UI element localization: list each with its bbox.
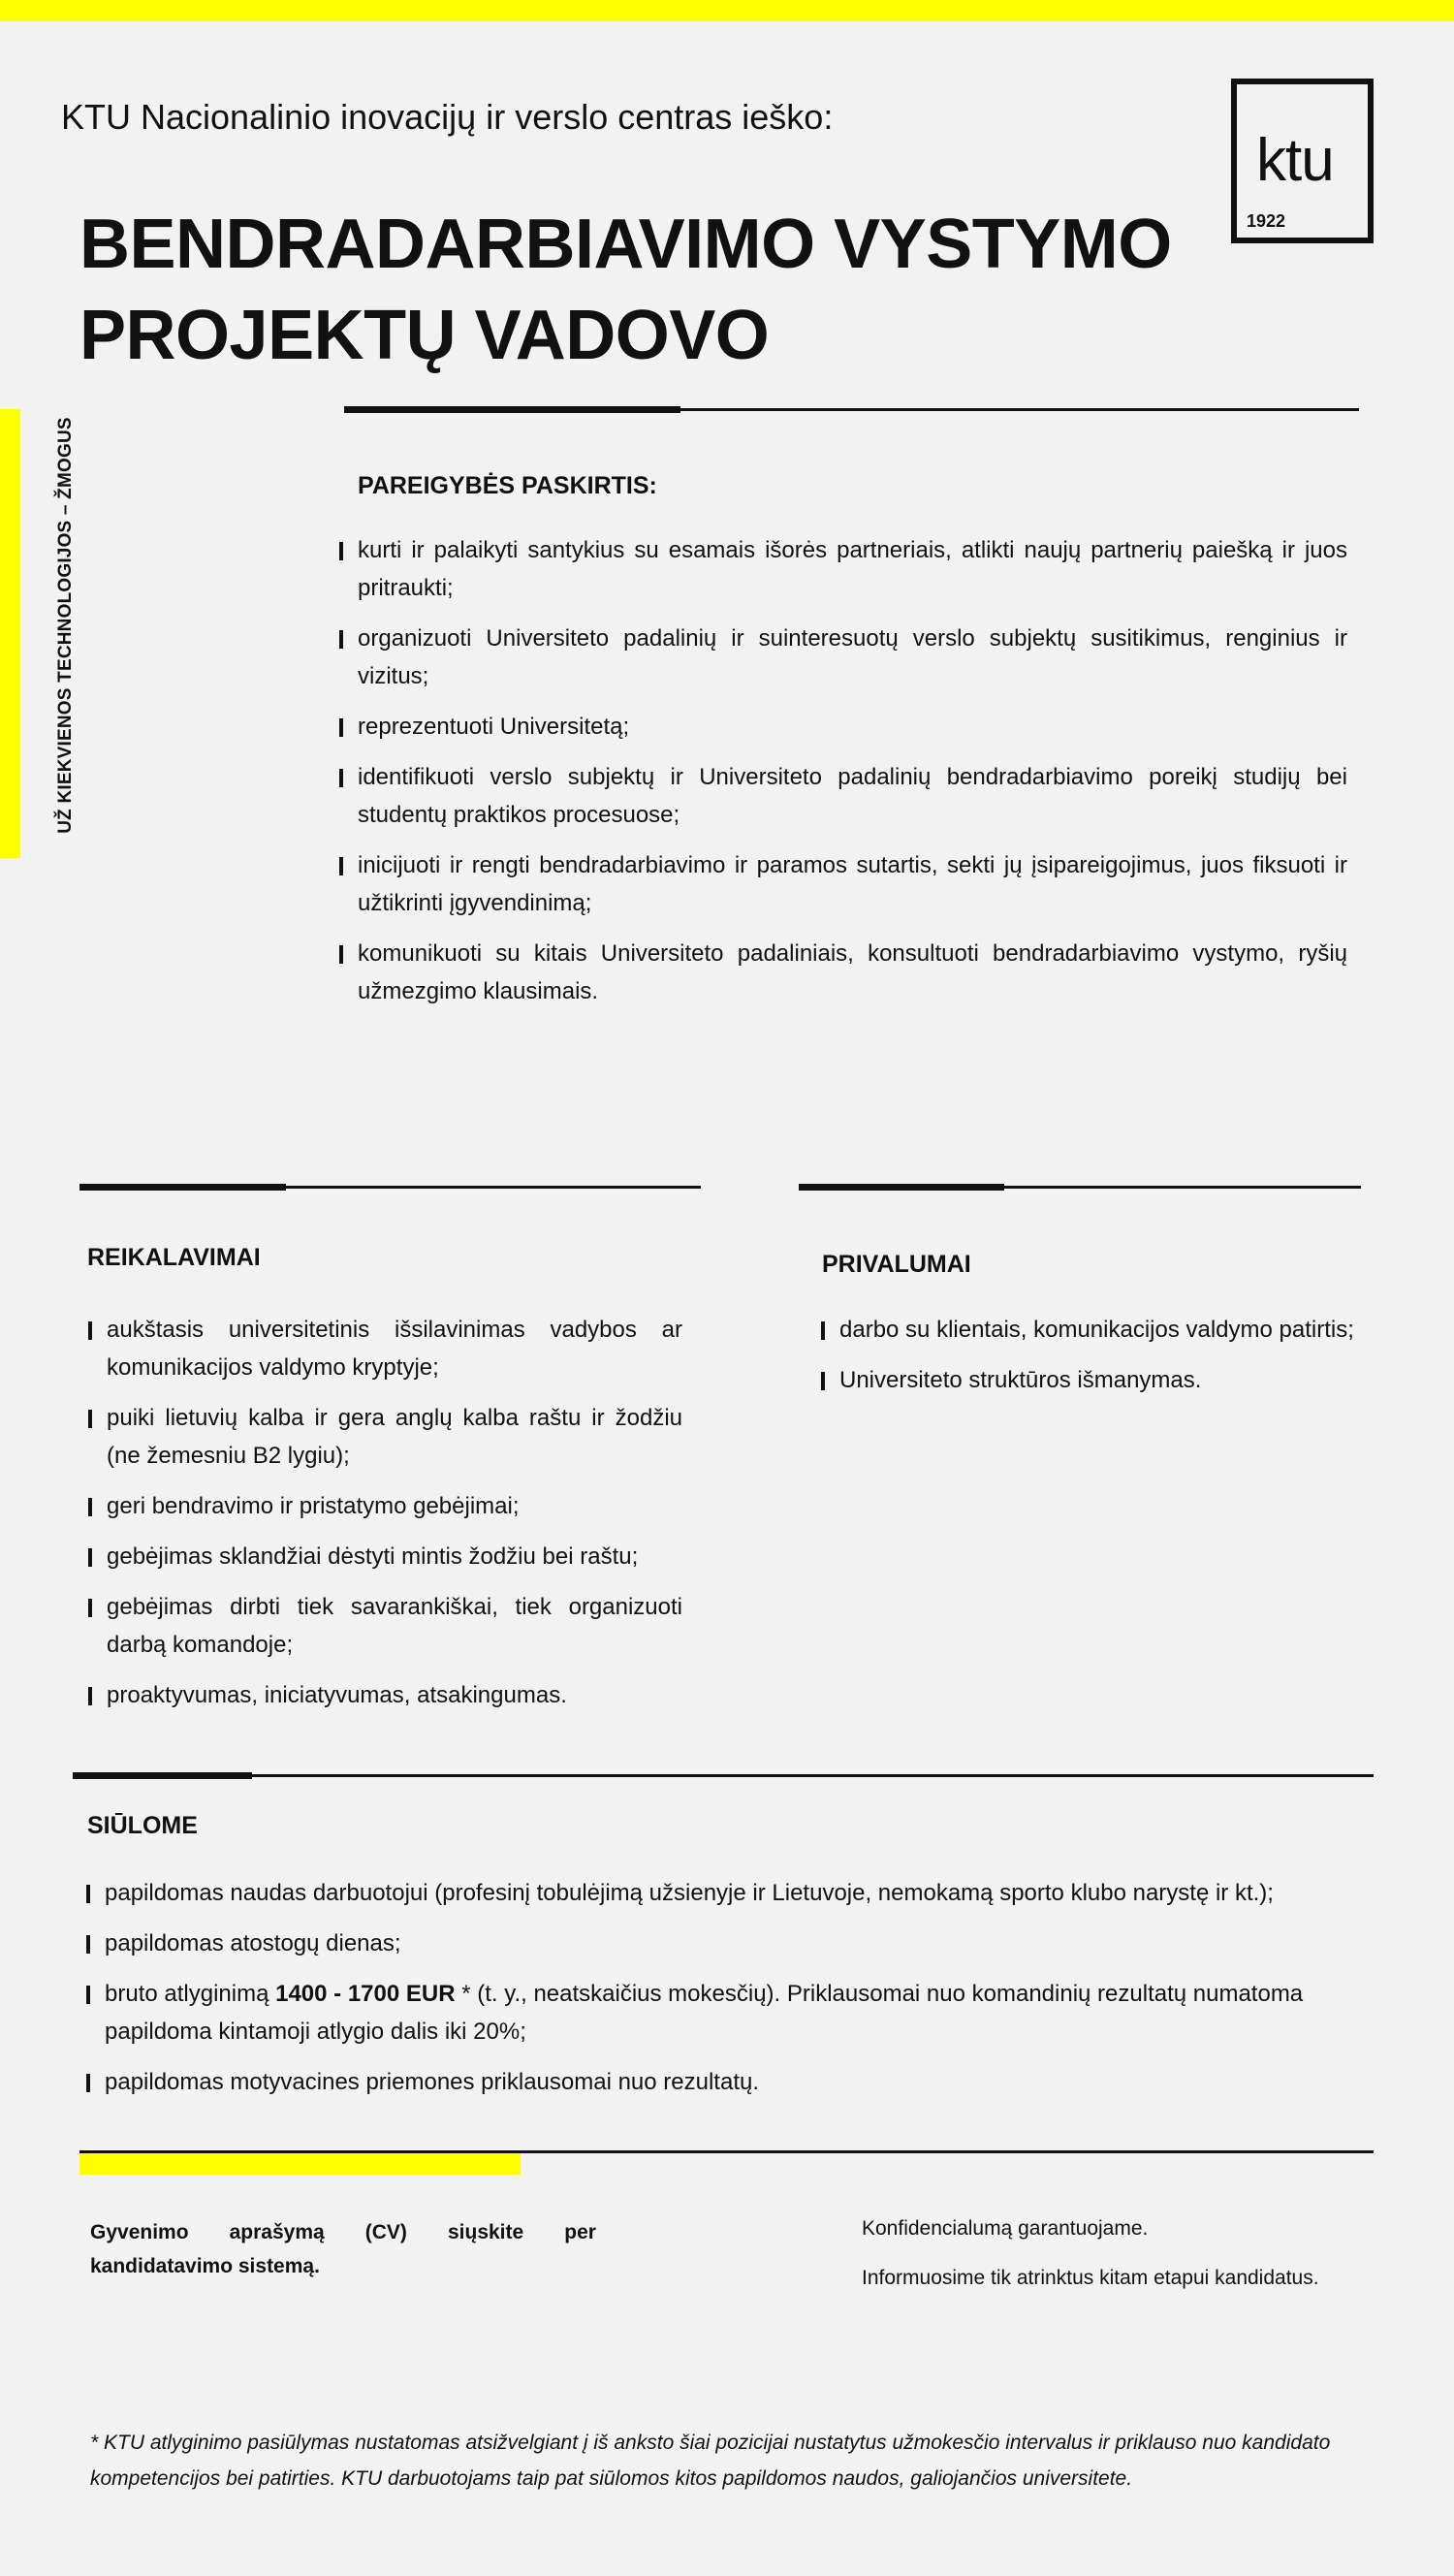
cv-line1 <box>90 2215 596 2249</box>
list-item: inicijuoti ir rengti bendradarbiavimo ir paramos sutartis, sekti jų įsipareigojimus, juos fiksuoti ir užtikrinti įgyvendinimą; <box>339 846 1347 922</box>
list-item: papildomas naudas darbuotojui (profesinį tobulėjimą užsienyje ir Lietuvoje, nemokamą sporto klubo narystę ir kt.); <box>86 1874 1375 1912</box>
bottom-accent-bar <box>79 2153 521 2175</box>
list-item: gebėjimas sklandžiai dėstyti mintis žodžiu bei raštu; <box>88 1538 682 1575</box>
requirements-heading: REIKALAVIMAI <box>87 1244 261 1271</box>
cv-word: Gyvenimo <box>90 2221 189 2243</box>
divider-offer <box>73 1774 1374 1777</box>
list-item: kurti ir palaikyti santykius su esamais išorės partneriais, atlikti naujų partnerių paiešką ir juos pritraukti; <box>339 531 1347 607</box>
intro-text: KTU Nacionalinio inovacijų ir verslo centras ieško: <box>61 97 834 137</box>
salary-suffix: * (t. y., neatskaičius mokesčių). Priklausomai nuo komandinių rezultatų numatoma papildoma kintamoji atlygio dalis iki 20%; <box>105 1981 1304 2045</box>
divider-advantages-accent <box>799 1184 1004 1191</box>
logo-text: ktu <box>1256 127 1334 194</box>
list-item: darbo su klientais, komunikacijos valdymo patirtis; <box>821 1311 1383 1349</box>
salary-footnote: * KTU atlyginimo pasiūlymas nustatomas atsižvelgiant į iš anksto šiai pozicijai nustatytus užmokesčio intervalus ir priklauso nuo kandidato kompetencijos bei patirties. KTU darbuotojams taip pat siūlomos kitos papildomos naudos, galiojančios universitete. <box>90 2432 1331 2490</box>
list-item: papildomas motyvacines priemones priklausomai nuo rezultatų. <box>86 2063 1375 2101</box>
salary-amount: 1400 - 1700 EUR <box>275 1981 456 2007</box>
list-item <box>86 1975 1375 2051</box>
confidentiality-line1: Konfidencialumą garantuojame. <box>862 2217 1149 2240</box>
side-accent-bar <box>0 409 20 858</box>
divider-offer-accent <box>73 1772 252 1779</box>
cv-word: siųskite <box>447 2221 524 2243</box>
list-item: organizuoti Universiteto padalinių ir suinteresuotų verslo subjektų susitikimus, renginius ir vizitus; <box>339 620 1347 695</box>
logo-year: 1922 <box>1247 211 1286 231</box>
list-item: puiki lietuvių kalba ir gera anglų kalba raštu ir žodžiu (ne žemesniu B2 lygiu); <box>88 1399 682 1475</box>
list-item: Universiteto struktūros išmanymas. <box>821 1361 1383 1399</box>
job-title-line2: PROJEKTŲ VADOVO <box>79 297 770 374</box>
cv-word: per <box>564 2221 596 2243</box>
confidentiality-line2: Informuosime tik atrinktus kitam etapui kandidatus. <box>862 2267 1319 2289</box>
advantages-heading: PRIVALUMAI <box>822 1251 971 1278</box>
advantages-list <box>821 1311 1383 1412</box>
cv-line2: kandidatavimo sistemą. <box>90 2255 320 2277</box>
duties-list <box>339 531 1347 1023</box>
list-item: geri bendravimo ir pristatymo gebėjimai; <box>88 1487 682 1525</box>
confidentiality-note <box>862 2211 1319 2310</box>
list-item: papildomas atostogų dienas; <box>86 1924 1375 1962</box>
list-item: gebėjimas dirbti tiek savarankiškai, tiek organizuoti darbą komandoje; <box>88 1588 682 1664</box>
divider-requirements-accent <box>79 1184 286 1191</box>
side-slogan: UŽ KIEKVIENOS TECHNOLOGIJOS – ŽMOGUS <box>55 417 76 834</box>
cv-word: (CV) <box>364 2221 407 2243</box>
offer-list <box>86 1874 1375 2114</box>
requirements-list <box>88 1311 682 1727</box>
divider-duties-accent <box>344 406 680 413</box>
list-item: aukštasis universitetinis išsilavinimas vadybos ar komunikacijos valdymo kryptyje; <box>88 1311 682 1386</box>
offer-heading: SIŪLOME <box>87 1812 198 1839</box>
list-item: proaktyvumas, iniciatyvumas, atsakingumas. <box>88 1676 682 1714</box>
job-title-line1: BENDRADARBIAVIMO VYSTYMO <box>79 206 1172 283</box>
divider-bottom <box>79 2150 1374 2153</box>
cv-instructions <box>90 2215 596 2283</box>
list-item: komunikuoti su kitais Universiteto padaliniais, konsultuoti bendradarbiavimo vystymo, ryšių užmezgimo klausimais. <box>339 935 1347 1010</box>
salary-prefix: bruto atlyginimą <box>105 1981 276 2007</box>
list-item: identifikuoti verslo subjektų ir Universiteto padalinių bendradarbiavimo poreikį studijų bei studentų praktikos procesuose; <box>339 758 1347 834</box>
cv-word: aprašymą <box>229 2221 325 2243</box>
top-accent-bar <box>0 0 1454 21</box>
duties-heading: PAREIGYBĖS PASKIRTIS: <box>358 472 657 499</box>
list-item: reprezentuoti Universitetą; <box>339 708 1347 746</box>
job-title <box>79 199 1172 381</box>
ktu-logo <box>1231 79 1374 243</box>
